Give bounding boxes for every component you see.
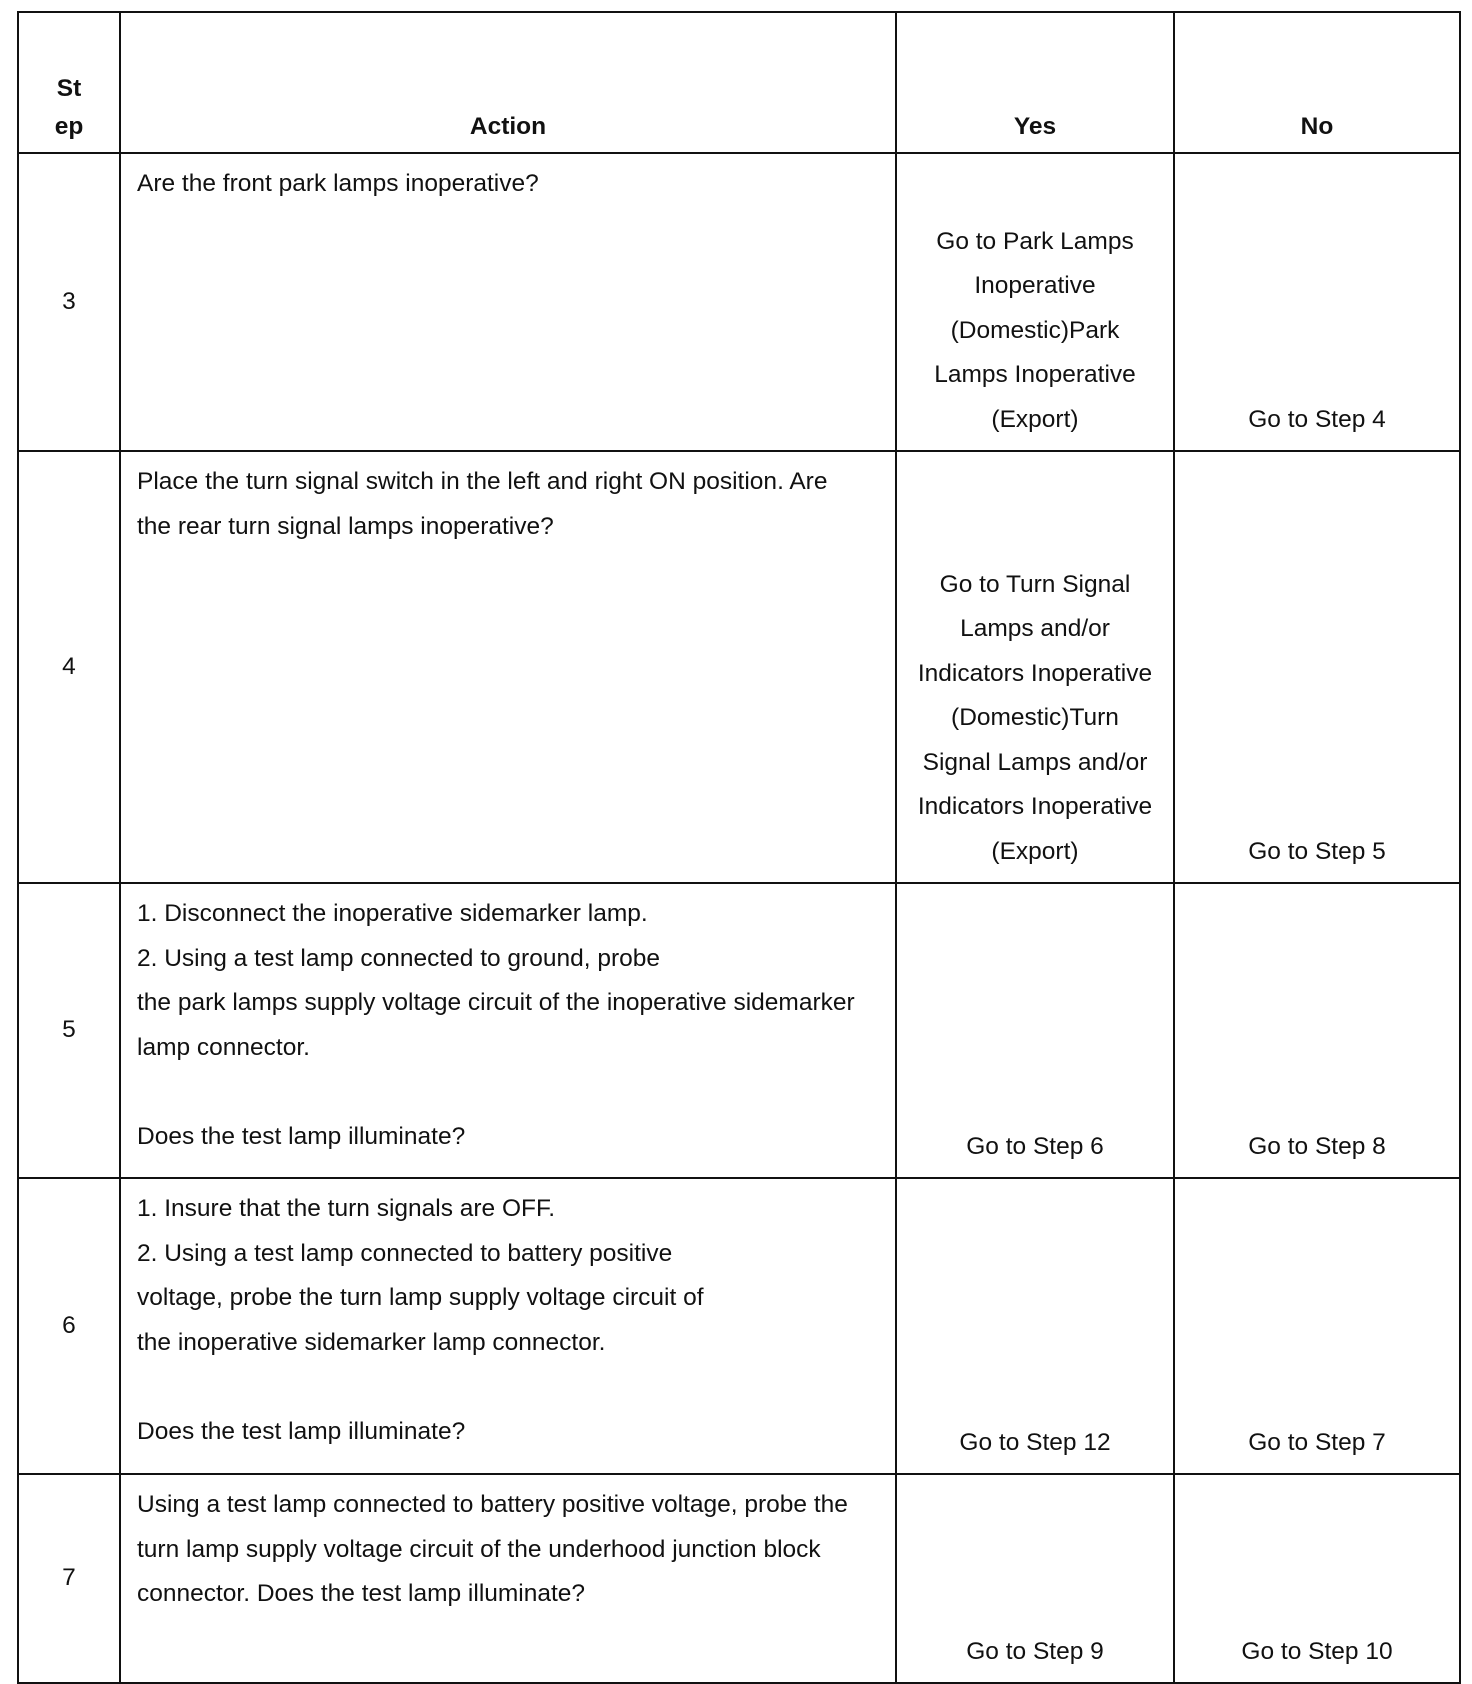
yes-result: Go to Step 12 — [896, 1178, 1174, 1474]
action-text: Place the turn signal switch in the left and right ON position. Are the rear turn signal lamps inoperative? — [120, 451, 896, 883]
no-result: Go to Step 10 — [1174, 1474, 1460, 1683]
yes-result: Go to Step 9 — [896, 1474, 1174, 1683]
diagnostic-table — [17, 11, 1461, 1684]
no-result: Go to Step 7 — [1174, 1178, 1460, 1474]
step-number: 5 — [18, 883, 120, 1178]
action-text: Using a test lamp connected to battery positive voltage, probe the turn lamp supply voltage circuit of the underhood junction block connector. Does the test lamp illuminate? — [120, 1474, 896, 1683]
yes-result: Go to Park Lamps Inoperative (Domestic)Park Lamps Inoperative (Export) — [896, 153, 1174, 451]
table-row — [18, 1178, 1460, 1474]
action-text: Are the front park lamps inoperative? — [120, 153, 896, 451]
table-row — [18, 883, 1460, 1178]
no-result: Go to Step 4 — [1174, 153, 1460, 451]
no-result: Go to Step 5 — [1174, 451, 1460, 883]
table-row — [18, 1474, 1460, 1683]
step-number: 7 — [18, 1474, 120, 1683]
step-number: 4 — [18, 451, 120, 883]
header-row — [18, 12, 1460, 153]
table-row — [18, 153, 1460, 451]
action-text: 1. Disconnect the inoperative sidemarker lamp. 2. Using a test lamp connected to ground, probe the park lamps supply voltage circuit of the inoperative sidemarker lamp connector. Does the test lamp illuminate? — [120, 883, 896, 1178]
header-no: No — [1174, 12, 1460, 153]
table-row — [18, 451, 1460, 883]
header-action: Action — [120, 12, 896, 153]
step-number: 3 — [18, 153, 120, 451]
step-number: 6 — [18, 1178, 120, 1474]
header-yes: Yes — [896, 12, 1174, 153]
action-text: 1. Insure that the turn signals are OFF. 2. Using a test lamp connected to battery positive voltage, probe the turn lamp supply voltage circuit of the inoperative sidemarker lamp connector. Does the test lamp illuminate? — [120, 1178, 896, 1474]
header-step: St ep — [18, 12, 120, 153]
no-result: Go to Step 8 — [1174, 883, 1460, 1178]
yes-result: Go to Turn Signal Lamps and/or Indicators Inoperative (Domestic)Turn Signal Lamps and/or Indicators Inoperative (Export) — [896, 451, 1174, 883]
yes-result: Go to Step 6 — [896, 883, 1174, 1178]
